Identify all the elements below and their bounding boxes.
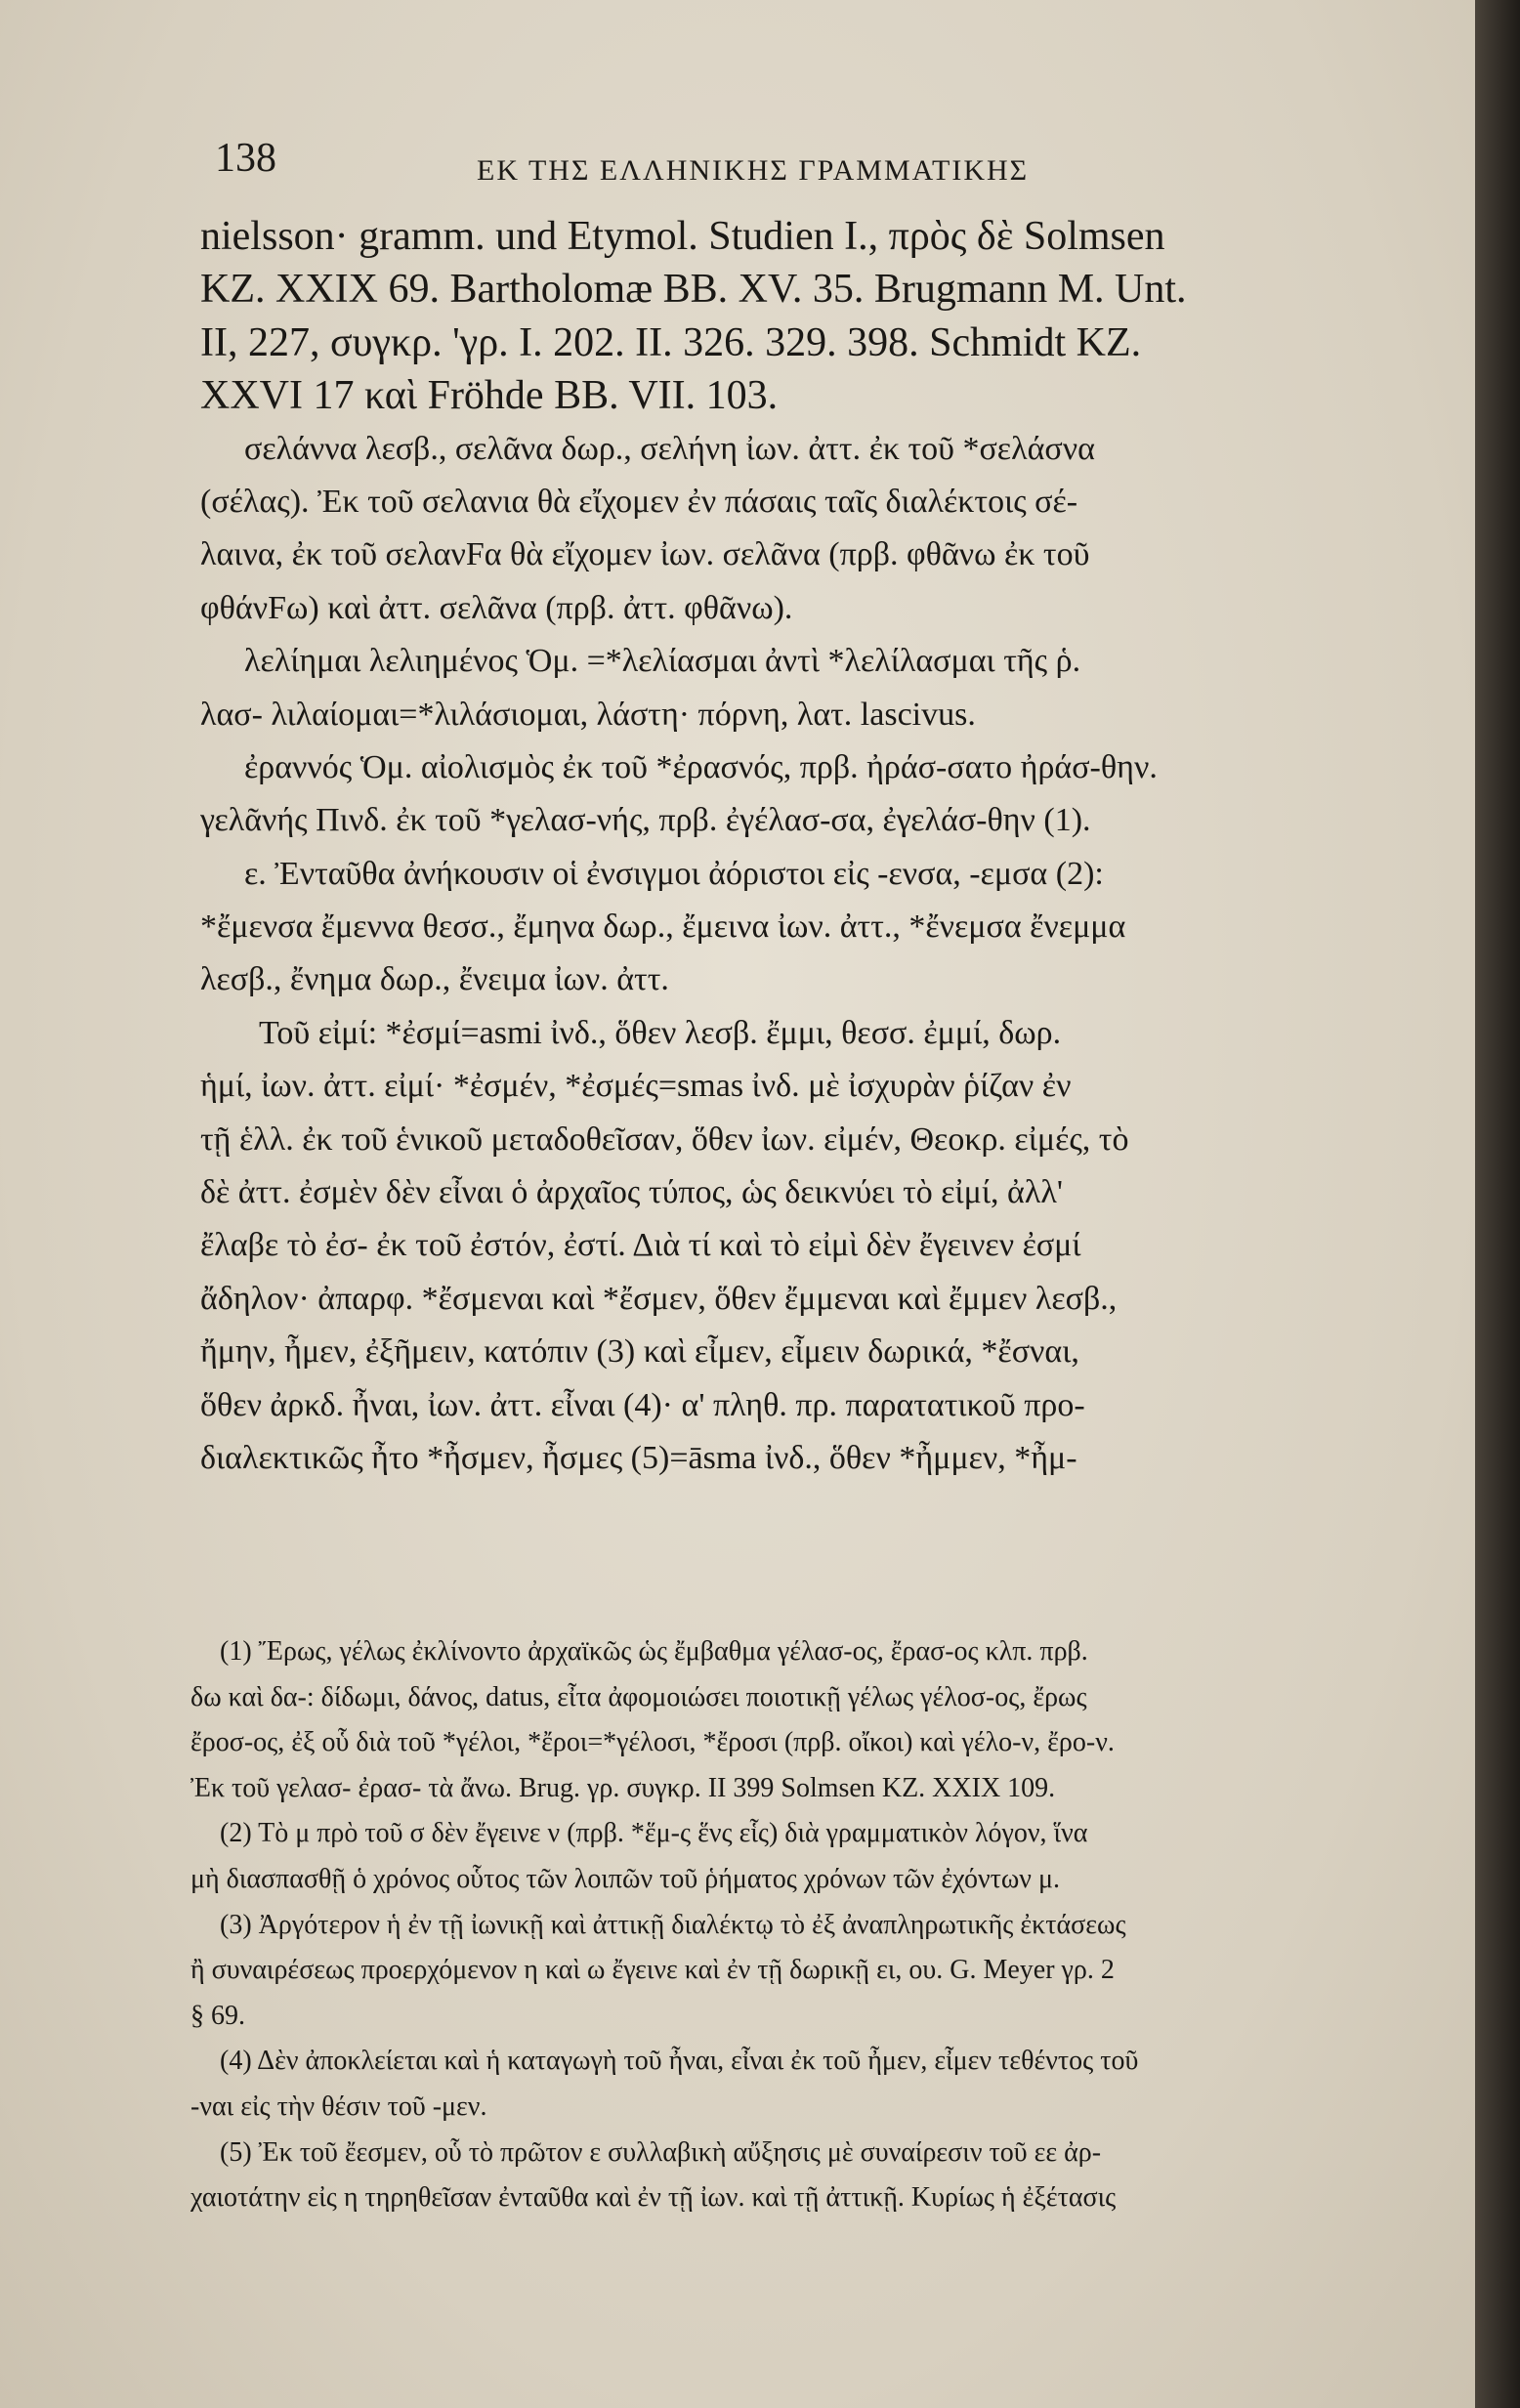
- footnote-line: § 69.: [190, 2000, 245, 2031]
- footnotes: [190, 1629, 1402, 2221]
- footnote-line: ἢ συναιρέσεως προερχόμενον η καὶ ω ἔγεινε καὶ ἐν τῇ δωρικῇ ει, ου. G. Meyer γρ. 2: [190, 1955, 1115, 1986]
- text-line: ἐραννός Ὁμ. αἰολισμὸς ἐκ τοῦ *ἐρασνός, πρβ. ἠράσ-σατο ἠράσ-θην.: [244, 748, 1158, 785]
- text-line: *ἔμενσα ἔμεννα θεσσ., ἔμηνα δωρ., ἔμεινα ἰων. ἀττ., *ἔνεμσα ἔνεμμα: [200, 908, 1126, 946]
- footnote-line: (3) Ἀργότερον ἡ ἐν τῇ ἰωνικῇ καὶ ἀττικῇ διαλέκτῳ τὸ ἐξ ἀναπληρωτικῆς ἐκτάσεως: [220, 1909, 1126, 1940]
- text-line: ἔλαβε τὸ ἐσ- ἐκ τοῦ ἐστόν, ἐστί. Διὰ τί καὶ τὸ εἰμὶ δὲν ἔγεινεν ἐσμί: [200, 1227, 1081, 1264]
- page-edge-shadow: [1475, 0, 1520, 2408]
- footnote-line: μὴ διασπασθῇ ὁ χρόνος οὗτος τῶν λοιπῶν τοῦ ῥήματος χρόνων τῶν ἐχόντων μ.: [190, 1863, 1060, 1894]
- text-line: λελίημαι λελιημένος Ὁμ. =*λελίασμαι ἀντὶ *λελίλασμαι τῆς ῥ.: [244, 643, 1081, 680]
- running-title: ΕΚ ΤΗΣ ΕΛΛΗΝΙΚΗΣ ΓΡΑΜΜΑΤΙΚΗΣ: [477, 154, 1030, 187]
- footnote-line: (2) Τὸ μ πρὸ τοῦ σ δὲν ἔγεινε ν (πρβ. *ἕμ-ς ἕνς εἷς) διὰ γραμματικὸν λόγον, ἵνα: [220, 1818, 1088, 1849]
- text-line: ε. Ἐνταῦθα ἀνήκουσιν οἱ ἐνσιγμοι ἀόριστοι εἰς -ενσα, -εμσα (2):: [244, 855, 1104, 892]
- text-line: δὲ ἀττ. ἐσμὲν δὲν εἶναι ὁ ἀρχαῖος τύπος, ὡς δεικνύει τὸ εἰμί, ἀλλ': [200, 1174, 1063, 1211]
- text-line: II, 227, συγκρ. 'γρ. I. 202. II. 326. 329. 398. Schmidt KZ.: [200, 319, 1142, 365]
- text-line: λεσβ., ἔνημα δωρ., ἔνειμα ἰων. ἀττ.: [200, 961, 669, 998]
- text-line: (σέλας). Ἐκ τοῦ σελανια θὰ εἴχομεν ἐν πάσαις ταῖς διαλέκτοις σέ-: [200, 483, 1078, 520]
- text-line: σελάννα λεσβ., σελᾶνα δωρ., σελήνη ἰων. ἀττ. ἐκ τοῦ *σελάσνα: [244, 430, 1095, 467]
- footnote-line: χαιοτάτην εἰς η τηρηθεῖσαν ἐνταῦθα καὶ ἐν τῇ ἰων. καὶ τῇ ἀττικῇ. Κυρίως ἡ ἐξέτασις: [190, 2182, 1117, 2214]
- page-number: 138: [215, 136, 276, 181]
- footnote-line: δω καὶ δα-: δίδωμι, δάνος, datus, εἶτα ἀφομοιώσει ποιοτικῇ γέλως γέλοσ-ος, ἔρως: [190, 1681, 1087, 1712]
- footnote-line: (1) Ἔρως, γέλως ἐκλίνοντο ἀρχαϊκῶς ὡς ἔμβαθμα γέλασ-ος, ἔρασ-ος κλπ. πρβ.: [220, 1636, 1088, 1667]
- text-line: ἡμί, ἰων. ἀττ. εἰμί· *ἐσμέν, *ἐσμές=smas ἰνδ. μὲ ἰσχυρὰν ῥίζαν ἐν: [200, 1068, 1072, 1105]
- text-line: ἄδηλον· ἀπαρφ. *ἔσμεναι καὶ *ἔσμεν, ὅθεν ἔμμεναι καὶ ἔμμεν λεσβ.,: [200, 1280, 1118, 1317]
- text-line: XXVI 17 καὶ Fröhde BB. VII. 103.: [200, 373, 779, 419]
- text-line: φθάνFω) καὶ ἀττ. σελᾶνα (πρβ. ἀττ. φθᾶνω).: [200, 589, 793, 626]
- text-line: ἤμην, ἦμεν, ἐξῆμειν, κατόπιν (3) καὶ εἶμεν, εἶμειν δωρικά, *ἔσναι,: [200, 1333, 1079, 1371]
- text-line: nielsson· gramm. und Etymol. Studien I., πρὸς δὲ Solmsen: [200, 214, 1165, 259]
- text-line: λασ- λιλαίομαι=*λιλάσιομαι, λάστη· πόρνη, λατ. lascivus.: [200, 696, 976, 733]
- text-line: ὅθεν ἀρκδ. ἦναι, ἰων. ἀττ. εἶναι (4)· α' πληθ. πρ. παρατατικοῦ προ-: [200, 1386, 1085, 1423]
- page-header: [215, 135, 1387, 193]
- text-line: τῇ ἑλλ. ἐκ τοῦ ἑνικοῦ μεταδοθεῖσαν, ὅθεν ἰων. εἰμέν, Θεοκρ. εἰμές, τὸ: [200, 1120, 1129, 1158]
- text-line: KZ. XXIX 69. Bartholomæ BB. XV. 35. Brugmann M. Unt.: [200, 267, 1187, 313]
- footnote-line: Ἐκ τοῦ γελασ- ἐρασ- τὰ ἄνω. Brug. γρ. συγκρ. II 399 Solmsen KZ. XXIX 109.: [190, 1772, 1056, 1803]
- text-line: διαλεκτικῶς ἦτο *ἦσμεν, ἦσμες (5)=āsma ἰνδ., ὅθεν *ἦμμεν, *ἦμ-: [200, 1439, 1077, 1476]
- text-line: γελᾶνής Πινδ. ἐκ τοῦ *γελασ-νής, πρβ. ἐγέλασ-σα, ἐγελάσ-θην (1).: [200, 802, 1091, 839]
- footnote-line: (5) Ἐκ τοῦ ἔεσμεν, οὗ τὸ πρῶτον ε συλλαβικὴ αὔξησις μὲ συναίρεσιν τοῦ εε ἀρ-: [220, 2136, 1102, 2168]
- main-text: [200, 210, 1392, 1485]
- footnote-line: ἔροσ-ος, ἐξ οὗ διὰ τοῦ *γέλοι, *ἔροι=*γέλοσι, *ἔροσι (πρβ. οἴκοι) καὶ γέλο-ν, ἔρο-ν.: [190, 1727, 1115, 1758]
- footnote-line: (4) Δὲν ἀποκλείεται καὶ ἡ καταγωγὴ τοῦ ἦναι, εἶναι ἐκ τοῦ ἦμεν, εἶμεν τεθέντος τοῦ: [220, 2046, 1139, 2077]
- text-line: λαινα, ἐκ τοῦ σελανFα θὰ εἴχομεν ἰων. σελᾶνα (πρβ. φθᾶνω ἐκ τοῦ: [200, 536, 1090, 573]
- text-line: Τοῦ εἰμί: *ἐσμί=asmi ἰνδ., ὅθεν λεσβ. ἔμμι, θεσσ. ἐμμί, δωρ.: [259, 1014, 1062, 1051]
- footnote-line: -ναι εἰς τὴν θέσιν τοῦ -μεν.: [190, 2091, 487, 2122]
